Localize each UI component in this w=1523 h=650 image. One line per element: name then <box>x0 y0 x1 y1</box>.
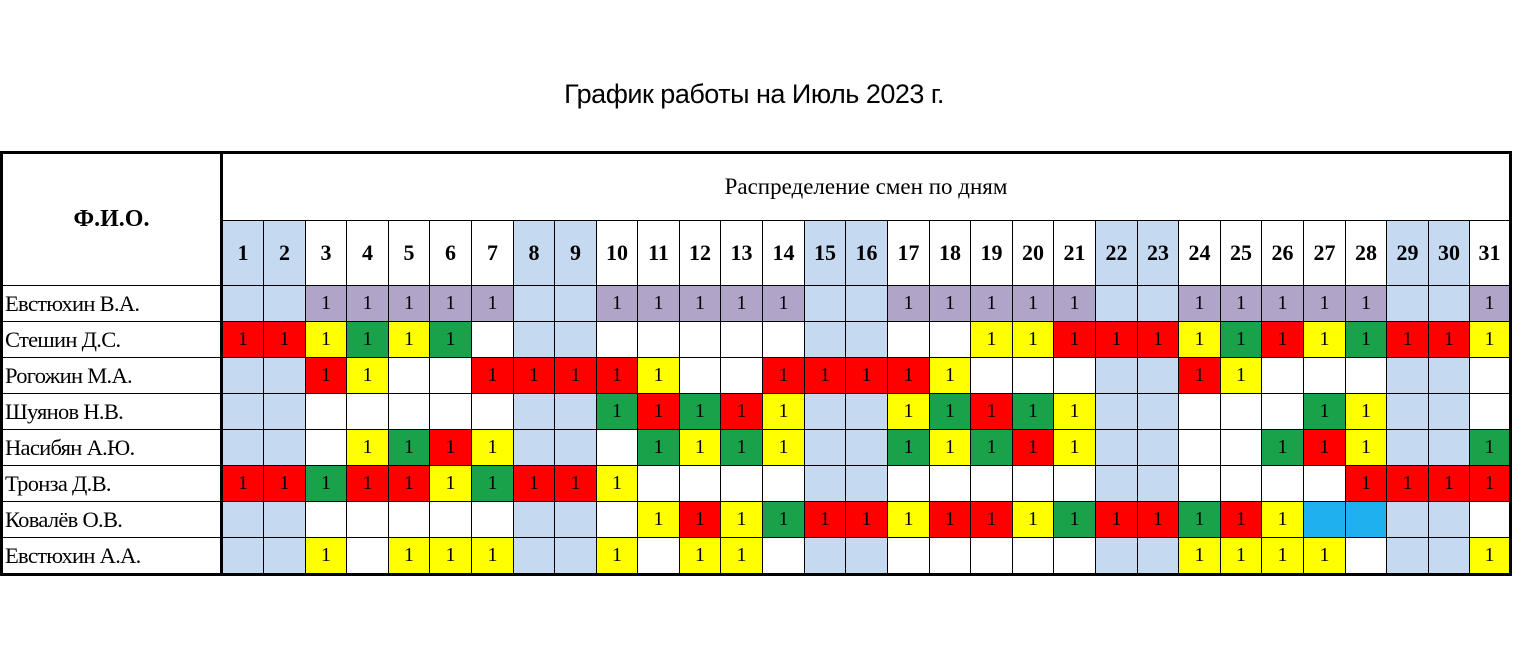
shift-cell: 1 <box>597 358 638 394</box>
shift-cell <box>971 538 1013 575</box>
day-header-25: 25 <box>1221 221 1262 286</box>
shift-cell: 1 <box>1179 322 1221 358</box>
shift-cell <box>1221 394 1262 430</box>
shift-cell <box>680 466 721 502</box>
shift-cell <box>1096 358 1138 394</box>
shift-cell: 1 <box>1262 538 1304 575</box>
shift-cell <box>1096 430 1138 466</box>
shift-cell: 1 <box>1304 322 1346 358</box>
shift-cell: 1 <box>680 394 721 430</box>
shift-cell: 1 <box>472 358 514 394</box>
day-header-21: 21 <box>1054 221 1096 286</box>
shift-cell: 1 <box>472 430 514 466</box>
shift-cell <box>763 538 805 575</box>
shift-cell <box>264 358 306 394</box>
shift-cell <box>1429 430 1470 466</box>
shift-cell: 1 <box>306 466 347 502</box>
shift-cell <box>347 502 389 538</box>
day-header-24: 24 <box>1179 221 1221 286</box>
shift-cell: 1 <box>763 358 805 394</box>
day-header-15: 15 <box>805 221 846 286</box>
shift-cell: 1 <box>430 322 472 358</box>
shift-cell: 1 <box>1013 286 1054 322</box>
shift-cell: 1 <box>472 286 514 322</box>
shift-cell <box>1387 502 1429 538</box>
shift-cell <box>472 394 514 430</box>
day-header-6: 6 <box>430 221 472 286</box>
employee-name: Насибян А.Ю. <box>2 430 222 466</box>
shift-cell <box>846 466 888 502</box>
shift-cell <box>264 502 306 538</box>
shift-cell: 1 <box>1054 394 1096 430</box>
shift-cell <box>1096 466 1138 502</box>
shift-cell <box>1429 502 1470 538</box>
shift-cell <box>846 394 888 430</box>
day-header-11: 11 <box>638 221 680 286</box>
shift-cell: 1 <box>1470 286 1511 322</box>
shift-cell: 1 <box>1304 430 1346 466</box>
day-header-26: 26 <box>1262 221 1304 286</box>
shift-cell <box>1387 538 1429 575</box>
shift-cell <box>1346 358 1387 394</box>
fio-header: Ф.И.О. <box>2 153 222 286</box>
shift-cell: 1 <box>1429 322 1470 358</box>
employee-row <box>2 286 1511 322</box>
shift-cell <box>1304 358 1346 394</box>
shift-cell: 1 <box>306 538 347 575</box>
shift-cell <box>1221 466 1262 502</box>
shift-cell <box>389 394 430 430</box>
shift-cell <box>555 394 597 430</box>
employee-name: Стешин Д.С. <box>2 322 222 358</box>
shift-cell: 1 <box>763 430 805 466</box>
shift-cell: 1 <box>1346 286 1387 322</box>
shift-cell <box>846 430 888 466</box>
shift-cell <box>930 538 971 575</box>
shift-cell <box>1470 502 1511 538</box>
shift-cell <box>680 358 721 394</box>
shift-cell <box>971 358 1013 394</box>
employee-name: Тронза Д.В. <box>2 466 222 502</box>
shift-cell: 1 <box>638 394 680 430</box>
shift-cell <box>514 322 555 358</box>
shift-cell: 1 <box>1013 502 1054 538</box>
shift-cell <box>1013 538 1054 575</box>
shift-cell <box>805 322 846 358</box>
shift-cell: 1 <box>306 358 347 394</box>
shift-cell: 1 <box>888 286 930 322</box>
shift-cell: 1 <box>306 322 347 358</box>
shift-cell: 1 <box>846 502 888 538</box>
shift-cell: 1 <box>971 286 1013 322</box>
shift-cell: 1 <box>1179 286 1221 322</box>
shift-cell: 1 <box>264 322 306 358</box>
employee-row <box>2 358 1511 394</box>
shift-cell <box>971 466 1013 502</box>
shift-cell <box>763 322 805 358</box>
shift-cell: 1 <box>430 430 472 466</box>
shift-cell: 1 <box>347 358 389 394</box>
shift-cell <box>1138 358 1179 394</box>
shift-cell: 1 <box>1221 322 1262 358</box>
shift-cell: 1 <box>763 286 805 322</box>
shift-cell: 1 <box>971 502 1013 538</box>
shift-cell <box>597 430 638 466</box>
shift-cell <box>888 538 930 575</box>
shift-cell: 1 <box>1054 430 1096 466</box>
shift-cell <box>1429 394 1470 430</box>
shift-cell <box>721 322 763 358</box>
shift-cell <box>1179 466 1221 502</box>
shift-cell: 1 <box>1304 538 1346 575</box>
shift-cell <box>306 430 347 466</box>
shift-cell <box>1138 538 1179 575</box>
shift-cell <box>1304 466 1346 502</box>
shift-cell <box>1470 358 1511 394</box>
day-header-2: 2 <box>264 221 306 286</box>
day-header-23: 23 <box>1138 221 1179 286</box>
day-header-27: 27 <box>1304 221 1346 286</box>
shift-cell: 1 <box>1470 466 1511 502</box>
shift-cell <box>264 286 306 322</box>
shift-cell: 1 <box>763 502 805 538</box>
shift-cell <box>930 322 971 358</box>
shift-cell <box>430 502 472 538</box>
shift-cell: 1 <box>347 286 389 322</box>
shift-cell <box>1179 394 1221 430</box>
shift-cell: 1 <box>1096 502 1138 538</box>
shift-cell: 1 <box>1054 502 1096 538</box>
shift-cell: 1 <box>888 394 930 430</box>
shift-cell: 1 <box>555 466 597 502</box>
shift-cell: 1 <box>1304 286 1346 322</box>
employee-name: Шуянов Н.В. <box>2 394 222 430</box>
shift-cell <box>1138 286 1179 322</box>
shift-cell: 1 <box>472 538 514 575</box>
shift-cell <box>1262 394 1304 430</box>
shift-cell: 1 <box>1262 430 1304 466</box>
shift-cell: 1 <box>930 394 971 430</box>
day-header-10: 10 <box>597 221 638 286</box>
shift-cell <box>721 466 763 502</box>
shift-cell: 1 <box>971 394 1013 430</box>
shift-cell: 1 <box>430 538 472 575</box>
shift-cell: 1 <box>430 286 472 322</box>
employee-row <box>2 322 1511 358</box>
shift-cell <box>347 394 389 430</box>
shift-cell: 1 <box>638 358 680 394</box>
shift-cell: 1 <box>971 322 1013 358</box>
shift-cell: 1 <box>888 430 930 466</box>
shift-cell: 1 <box>1346 430 1387 466</box>
shift-cell: 1 <box>721 394 763 430</box>
shift-cell: 1 <box>680 430 721 466</box>
shift-cell: 1 <box>888 358 930 394</box>
shift-cell: 1 <box>1429 466 1470 502</box>
shift-cell <box>1054 538 1096 575</box>
shift-cell <box>555 286 597 322</box>
shift-cell <box>222 394 264 430</box>
shift-cell <box>597 502 638 538</box>
shift-cell: 1 <box>638 502 680 538</box>
shift-cell: 1 <box>721 538 763 575</box>
shift-cell: 1 <box>389 286 430 322</box>
shift-cell <box>514 430 555 466</box>
shift-cell <box>1346 538 1387 575</box>
shift-cell: 1 <box>930 502 971 538</box>
shift-cell <box>514 286 555 322</box>
shift-cell: 1 <box>1013 430 1054 466</box>
shift-cell <box>1221 430 1262 466</box>
shift-cell: 1 <box>1221 358 1262 394</box>
shift-cell: 1 <box>597 394 638 430</box>
shift-cell <box>1096 394 1138 430</box>
shift-cell: 1 <box>888 502 930 538</box>
shift-cell <box>805 286 846 322</box>
shift-cell: 1 <box>680 286 721 322</box>
shift-cell: 1 <box>389 430 430 466</box>
shift-cell: 1 <box>389 538 430 575</box>
shift-cell <box>805 430 846 466</box>
shift-cell: 1 <box>1221 286 1262 322</box>
day-header-8: 8 <box>514 221 555 286</box>
shift-cell <box>264 538 306 575</box>
shift-cell <box>1346 502 1387 538</box>
shift-cell: 1 <box>222 466 264 502</box>
schedule-table <box>0 151 1512 576</box>
shift-cell: 1 <box>1470 538 1511 575</box>
shift-cell <box>1304 502 1346 538</box>
day-header-30: 30 <box>1429 221 1470 286</box>
day-header-16: 16 <box>846 221 888 286</box>
shift-cell: 1 <box>930 358 971 394</box>
shift-cell <box>1262 358 1304 394</box>
day-header-19: 19 <box>971 221 1013 286</box>
day-header-22: 22 <box>1096 221 1138 286</box>
day-header-20: 20 <box>1013 221 1054 286</box>
shift-cell <box>306 394 347 430</box>
shift-cell: 1 <box>1179 358 1221 394</box>
day-header-14: 14 <box>763 221 805 286</box>
day-header-12: 12 <box>680 221 721 286</box>
shift-cell: 1 <box>930 286 971 322</box>
page-title: График работы на Июль 2023 г. <box>564 79 944 109</box>
shift-cell: 1 <box>347 466 389 502</box>
shift-cell <box>680 322 721 358</box>
shift-cell: 1 <box>680 502 721 538</box>
shift-cell <box>264 394 306 430</box>
shift-cell <box>222 358 264 394</box>
shift-cell <box>721 358 763 394</box>
shift-cell <box>597 322 638 358</box>
day-header-18: 18 <box>930 221 971 286</box>
shift-cell: 1 <box>1262 502 1304 538</box>
employee-row <box>2 538 1511 575</box>
day-header-3: 3 <box>306 221 347 286</box>
shift-cell <box>1096 538 1138 575</box>
shift-cell <box>514 538 555 575</box>
shift-cell: 1 <box>1013 322 1054 358</box>
shift-cell <box>1387 358 1429 394</box>
shift-cell: 1 <box>597 466 638 502</box>
day-header-4: 4 <box>347 221 389 286</box>
shift-cell <box>1470 394 1511 430</box>
shift-cell: 1 <box>721 502 763 538</box>
shift-cell: 1 <box>971 430 1013 466</box>
shift-cell: 1 <box>1346 394 1387 430</box>
shift-cell: 1 <box>638 430 680 466</box>
shift-cell: 1 <box>347 430 389 466</box>
shift-cell <box>555 430 597 466</box>
shift-cell <box>389 358 430 394</box>
shift-cell: 1 <box>1262 322 1304 358</box>
shift-cell: 1 <box>1138 322 1179 358</box>
shift-cell <box>1429 286 1470 322</box>
shift-cell: 1 <box>1221 502 1262 538</box>
day-header-9: 9 <box>555 221 597 286</box>
shift-cell: 1 <box>389 322 430 358</box>
shift-distribution-header: Распределение смен по дням <box>222 153 1511 221</box>
shift-cell <box>638 538 680 575</box>
shift-cell <box>1429 538 1470 575</box>
shift-cell <box>222 286 264 322</box>
shift-cell <box>1387 394 1429 430</box>
shift-cell: 1 <box>514 466 555 502</box>
shift-cell: 1 <box>680 538 721 575</box>
employee-name: Рогожин М.А. <box>2 358 222 394</box>
shift-cell <box>222 538 264 575</box>
shift-cell: 1 <box>1179 502 1221 538</box>
shift-cell <box>1179 430 1221 466</box>
shift-cell: 1 <box>1138 502 1179 538</box>
shift-cell <box>389 502 430 538</box>
shift-cell: 1 <box>1096 322 1138 358</box>
shift-cell: 1 <box>264 466 306 502</box>
shift-cell: 1 <box>846 358 888 394</box>
shift-cell: 1 <box>721 286 763 322</box>
shift-cell <box>1013 358 1054 394</box>
shift-cell <box>1262 466 1304 502</box>
shift-cell: 1 <box>1221 538 1262 575</box>
shift-cell <box>514 394 555 430</box>
shift-cell: 1 <box>347 322 389 358</box>
shift-cell: 1 <box>930 430 971 466</box>
shift-cell: 1 <box>805 502 846 538</box>
day-header-17: 17 <box>888 221 930 286</box>
shift-cell <box>1013 466 1054 502</box>
shift-cell <box>222 502 264 538</box>
shift-cell: 1 <box>306 286 347 322</box>
shift-cell: 1 <box>638 286 680 322</box>
shift-cell: 1 <box>1304 394 1346 430</box>
shift-cell: 1 <box>1013 394 1054 430</box>
shift-cell: 1 <box>597 286 638 322</box>
shift-cell <box>472 502 514 538</box>
shift-cell: 1 <box>1346 322 1387 358</box>
shift-cell: 1 <box>1346 466 1387 502</box>
shift-cell: 1 <box>389 466 430 502</box>
shift-cell: 1 <box>763 394 805 430</box>
shift-cell: 1 <box>1470 430 1511 466</box>
day-header-28: 28 <box>1346 221 1387 286</box>
shift-cell <box>763 466 805 502</box>
day-header-1: 1 <box>222 221 264 286</box>
shift-cell <box>430 394 472 430</box>
shift-cell: 1 <box>1470 322 1511 358</box>
employee-row <box>2 430 1511 466</box>
employee-name: Ковалёв О.В. <box>2 502 222 538</box>
shift-cell <box>846 322 888 358</box>
shift-cell <box>1054 358 1096 394</box>
shift-cell: 1 <box>514 358 555 394</box>
shift-cell <box>1429 358 1470 394</box>
shift-cell <box>1054 466 1096 502</box>
shift-cell <box>1138 466 1179 502</box>
shift-cell: 1 <box>222 322 264 358</box>
shift-cell <box>805 394 846 430</box>
day-header-5: 5 <box>389 221 430 286</box>
shift-cell <box>1387 430 1429 466</box>
shift-cell: 1 <box>721 430 763 466</box>
shift-cell: 1 <box>1387 466 1429 502</box>
shift-cell: 1 <box>597 538 638 575</box>
shift-cell <box>222 430 264 466</box>
shift-cell: 1 <box>430 466 472 502</box>
shift-cell <box>846 286 888 322</box>
shift-cell: 1 <box>1179 538 1221 575</box>
employee-row <box>2 502 1511 538</box>
employee-name: Евстюхин В.А. <box>2 286 222 322</box>
shift-cell <box>1387 286 1429 322</box>
shift-cell <box>888 322 930 358</box>
shift-cell: 1 <box>555 358 597 394</box>
shift-cell <box>306 502 347 538</box>
day-header-7: 7 <box>472 221 514 286</box>
shift-cell <box>555 502 597 538</box>
shift-cell <box>1138 394 1179 430</box>
shift-cell: 1 <box>1054 286 1096 322</box>
employee-row <box>2 466 1511 502</box>
shift-cell <box>514 502 555 538</box>
employee-row <box>2 394 1511 430</box>
shift-cell: 1 <box>1262 286 1304 322</box>
shift-cell: 1 <box>1387 322 1429 358</box>
shift-cell <box>264 430 306 466</box>
day-header-29: 29 <box>1387 221 1429 286</box>
shift-cell <box>930 466 971 502</box>
employee-name: Евстюхин А.А. <box>2 538 222 575</box>
shift-cell <box>472 322 514 358</box>
shift-cell <box>805 538 846 575</box>
shift-cell <box>846 538 888 575</box>
shift-cell <box>638 466 680 502</box>
day-header-31: 31 <box>1470 221 1511 286</box>
shift-cell <box>638 322 680 358</box>
shift-cell <box>1096 286 1138 322</box>
shift-cell <box>555 322 597 358</box>
shift-cell: 1 <box>1054 322 1096 358</box>
shift-cell <box>888 466 930 502</box>
shift-cell <box>555 538 597 575</box>
shift-cell <box>1138 430 1179 466</box>
shift-cell: 1 <box>805 358 846 394</box>
shift-cell <box>347 538 389 575</box>
shift-cell <box>805 466 846 502</box>
day-header-13: 13 <box>721 221 763 286</box>
shift-cell: 1 <box>472 466 514 502</box>
shift-cell <box>430 358 472 394</box>
